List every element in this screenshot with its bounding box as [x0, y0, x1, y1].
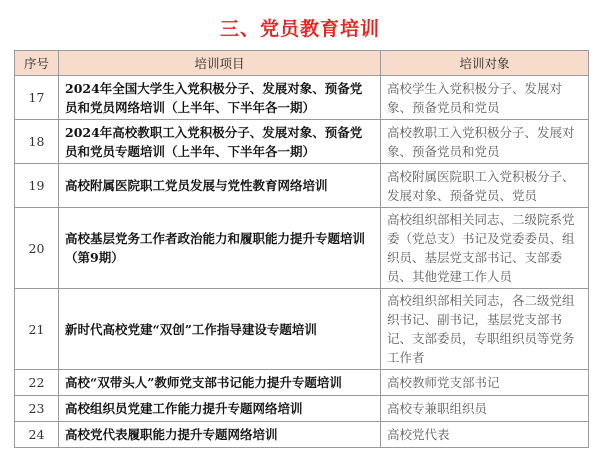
- row-no: 22: [15, 370, 59, 396]
- row-no: 23: [15, 396, 59, 422]
- header-project: 培训项目: [59, 51, 381, 76]
- row-no: 20: [15, 208, 59, 289]
- row-target: 高校专兼职组织员: [381, 396, 589, 422]
- table-row: [15, 208, 589, 289]
- row-project: 高校“双带头人”教师党支部书记能力提升专题培训: [59, 370, 381, 396]
- table-header-row: [15, 51, 589, 76]
- row-target: 高校组织部相关同志、二级院系党委（党总支）书记及党委委员、组织员、基层党支部书记、支部委员、其他党建工作人员: [381, 208, 589, 289]
- table-row: [15, 289, 589, 370]
- row-project: 2024年高校教职工入党积极分子、发展对象、预备党员和党员专题培训（上半年、下半年各一期）: [59, 120, 381, 164]
- row-no: 19: [15, 164, 59, 208]
- row-target: 高校附属医院职工入党积极分子、发展对象、预备党员、党员: [381, 164, 589, 208]
- row-target: 高校学生入党积极分子、发展对象、预备党员和党员: [381, 76, 589, 120]
- row-target: 高校教职工入党积极分子、发展对象、预备党员和党员: [381, 120, 589, 164]
- row-project: 高校附属医院职工党员发展与党性教育网络培训: [59, 164, 381, 208]
- section-title: 三、党员教育培训: [219, 18, 380, 40]
- row-project: 高校党代表履职能力提升专题网络培训: [59, 422, 381, 448]
- row-project: 高校组织员党建工作能力提升专题网络培训: [59, 396, 381, 422]
- row-target: 高校教师党支部书记: [381, 370, 589, 396]
- row-project: 新时代高校党建“双创”工作指导建设专题培训: [59, 289, 381, 370]
- row-target: 高校党代表: [381, 422, 589, 448]
- row-no: 24: [15, 422, 59, 448]
- training-table: [14, 50, 589, 448]
- table-row: [15, 76, 589, 120]
- row-project: 2024年全国大学生入党积极分子、发展对象、预备党员和党员网络培训（上半年、下半年各一期）: [59, 76, 381, 120]
- table-row: [15, 164, 589, 208]
- table-row: [15, 396, 589, 422]
- row-project: 高校基层党务工作者政治能力和履职能力提升专题培训（第9期）: [59, 208, 381, 289]
- header-target: 培训对象: [381, 51, 589, 76]
- row-no: 21: [15, 289, 59, 370]
- row-no: 18: [15, 120, 59, 164]
- row-target: 高校组织部相关同志，各二级党组织书记、副书记，基层党支部书记、支部委员，专职组织员等党务工作者: [381, 289, 589, 370]
- table-row: [15, 422, 589, 448]
- header-no: 序号: [15, 51, 59, 76]
- table-row: [15, 120, 589, 164]
- row-no: 17: [15, 76, 59, 120]
- table-row: [15, 370, 589, 396]
